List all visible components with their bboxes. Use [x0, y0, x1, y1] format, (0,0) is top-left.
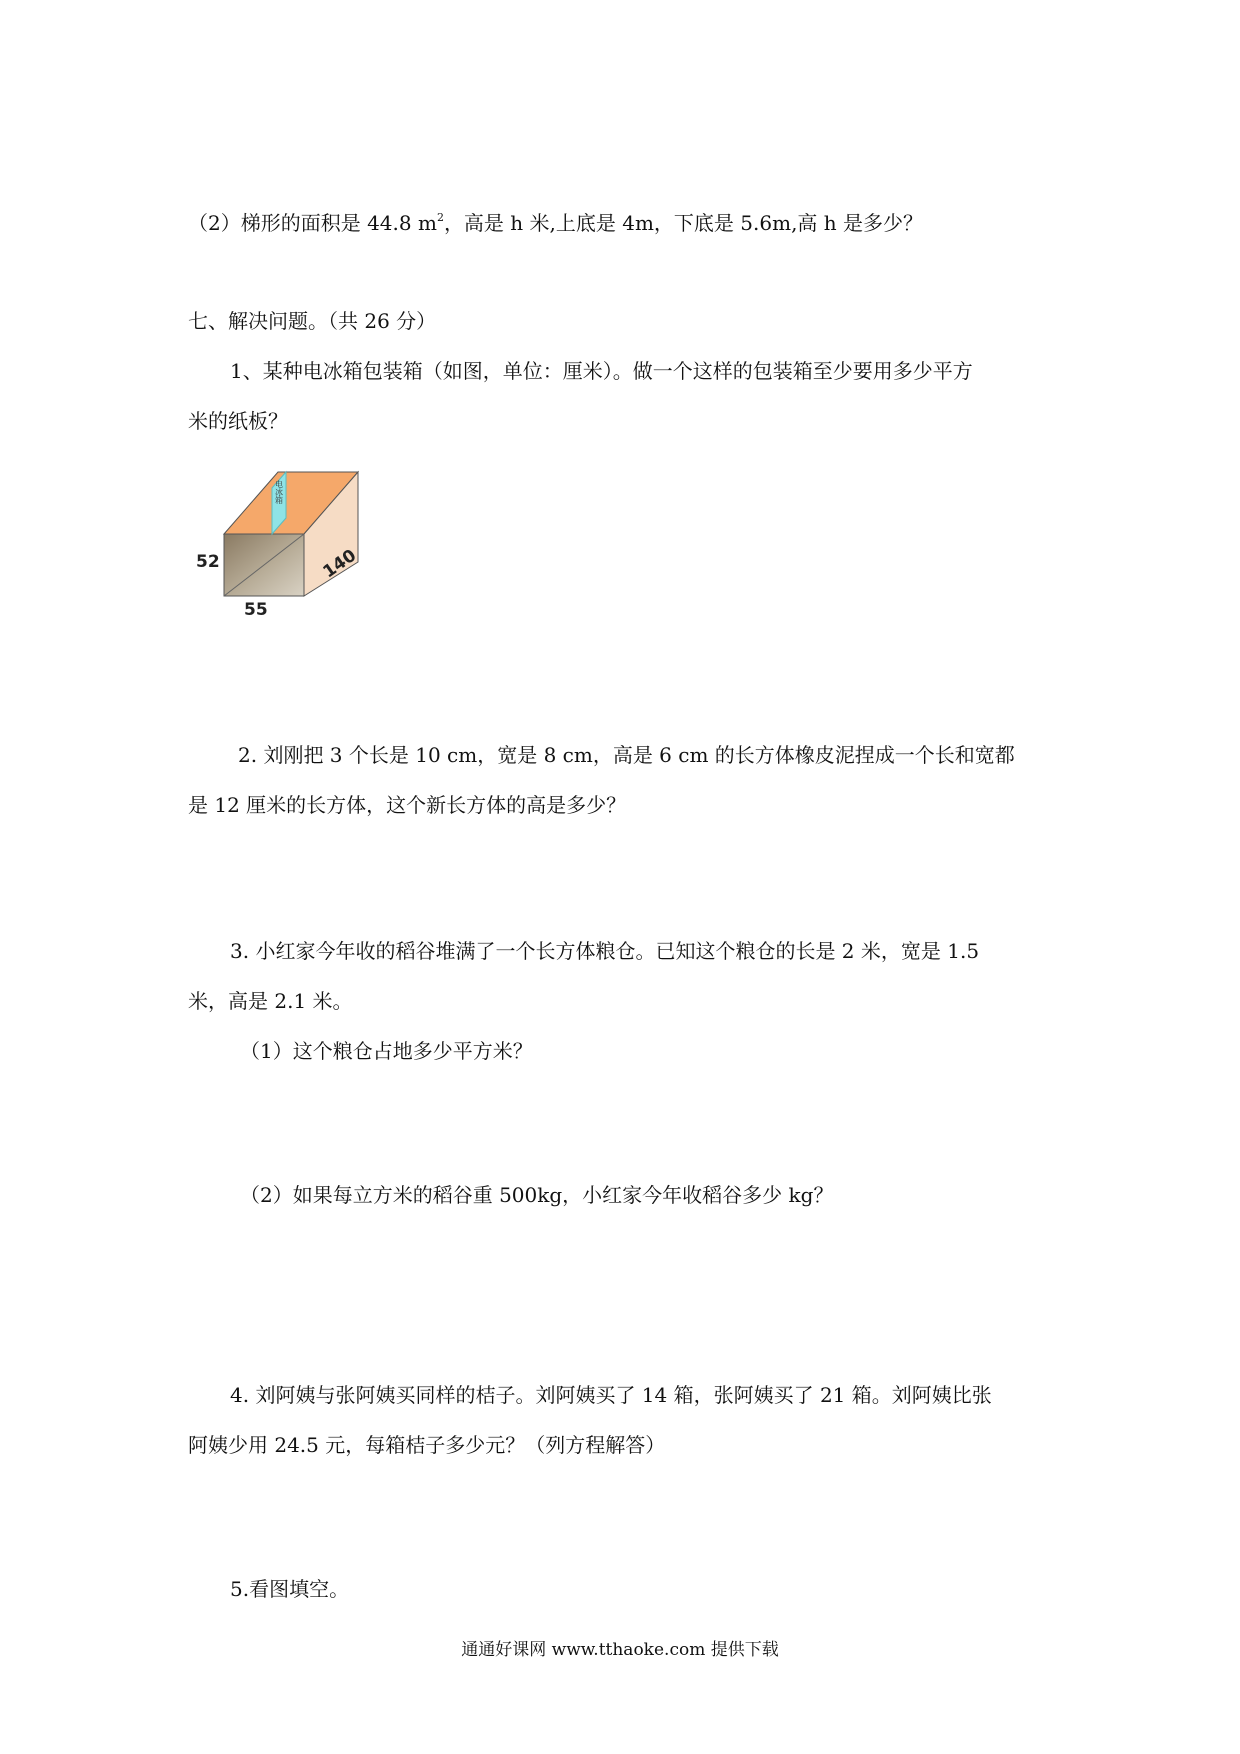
question-3-sub1: （1）这个粮仓占地多少平方米？ — [240, 1039, 533, 1063]
question-1-line2: 米的纸板？ — [188, 409, 288, 433]
superscript: 2 — [436, 211, 444, 224]
question-2-line1: 2. 刘刚把 3 个长是 10 cm，宽是 8 cm，高是 6 cm 的长方体橡皮泥捏成一个长和宽都 — [238, 743, 1015, 767]
question-5-title: 5.看图填空。 — [230, 1577, 350, 1601]
question-6-2 — [188, 210, 923, 240]
width-label: 55 — [244, 600, 268, 620]
question-3-line2: 米，高是 2.1 米。 — [188, 989, 353, 1013]
question-3-sub2: （2）如果每立方米的稻谷重 500kg，小红家今年收稻谷多少 kg？ — [240, 1183, 834, 1207]
box-drawing — [190, 462, 370, 632]
length-label: 140 — [319, 545, 361, 583]
section-7-title: 七、解决问题。（共 26 分） — [188, 309, 437, 333]
question-3-line1: 3. 小红家今年收的稻谷堆满了一个长方体粮仓。已知这个粮仓的长是 2 米，宽是 1.5 — [230, 939, 980, 963]
question-6-2-prefix: （2）梯形的面积是 44.8 m — [188, 211, 437, 235]
question-4-line2: 阿姨少用 24.5 元，每箱桔子多少元？（列方程解答） — [188, 1433, 666, 1457]
question-2-line2: 是 12 厘米的长方体，这个新长方体的高是多少？ — [188, 793, 627, 817]
question-6-2-suffix: ，高是 h 米,上底是 4m，下底是 5.6m,高 h 是多少？ — [443, 211, 924, 235]
packing-box-figure — [190, 462, 370, 632]
height-label: 52 — [196, 552, 220, 572]
box-text: 电冰箱 — [274, 480, 284, 504]
question-1-line1: 1、某种电冰箱包装箱（如图，单位：厘米）。做一个这样的包装箱至少要用多少平方 — [230, 359, 973, 383]
question-4-line1: 4. 刘阿姨与张阿姨买同样的桔子。刘阿姨买了 14 箱，张阿姨买了 21 箱。刘阿姨比张 — [230, 1383, 992, 1407]
page-footer: 通通好课网 www.tthaoke.com 提供下载 — [461, 1640, 779, 1660]
